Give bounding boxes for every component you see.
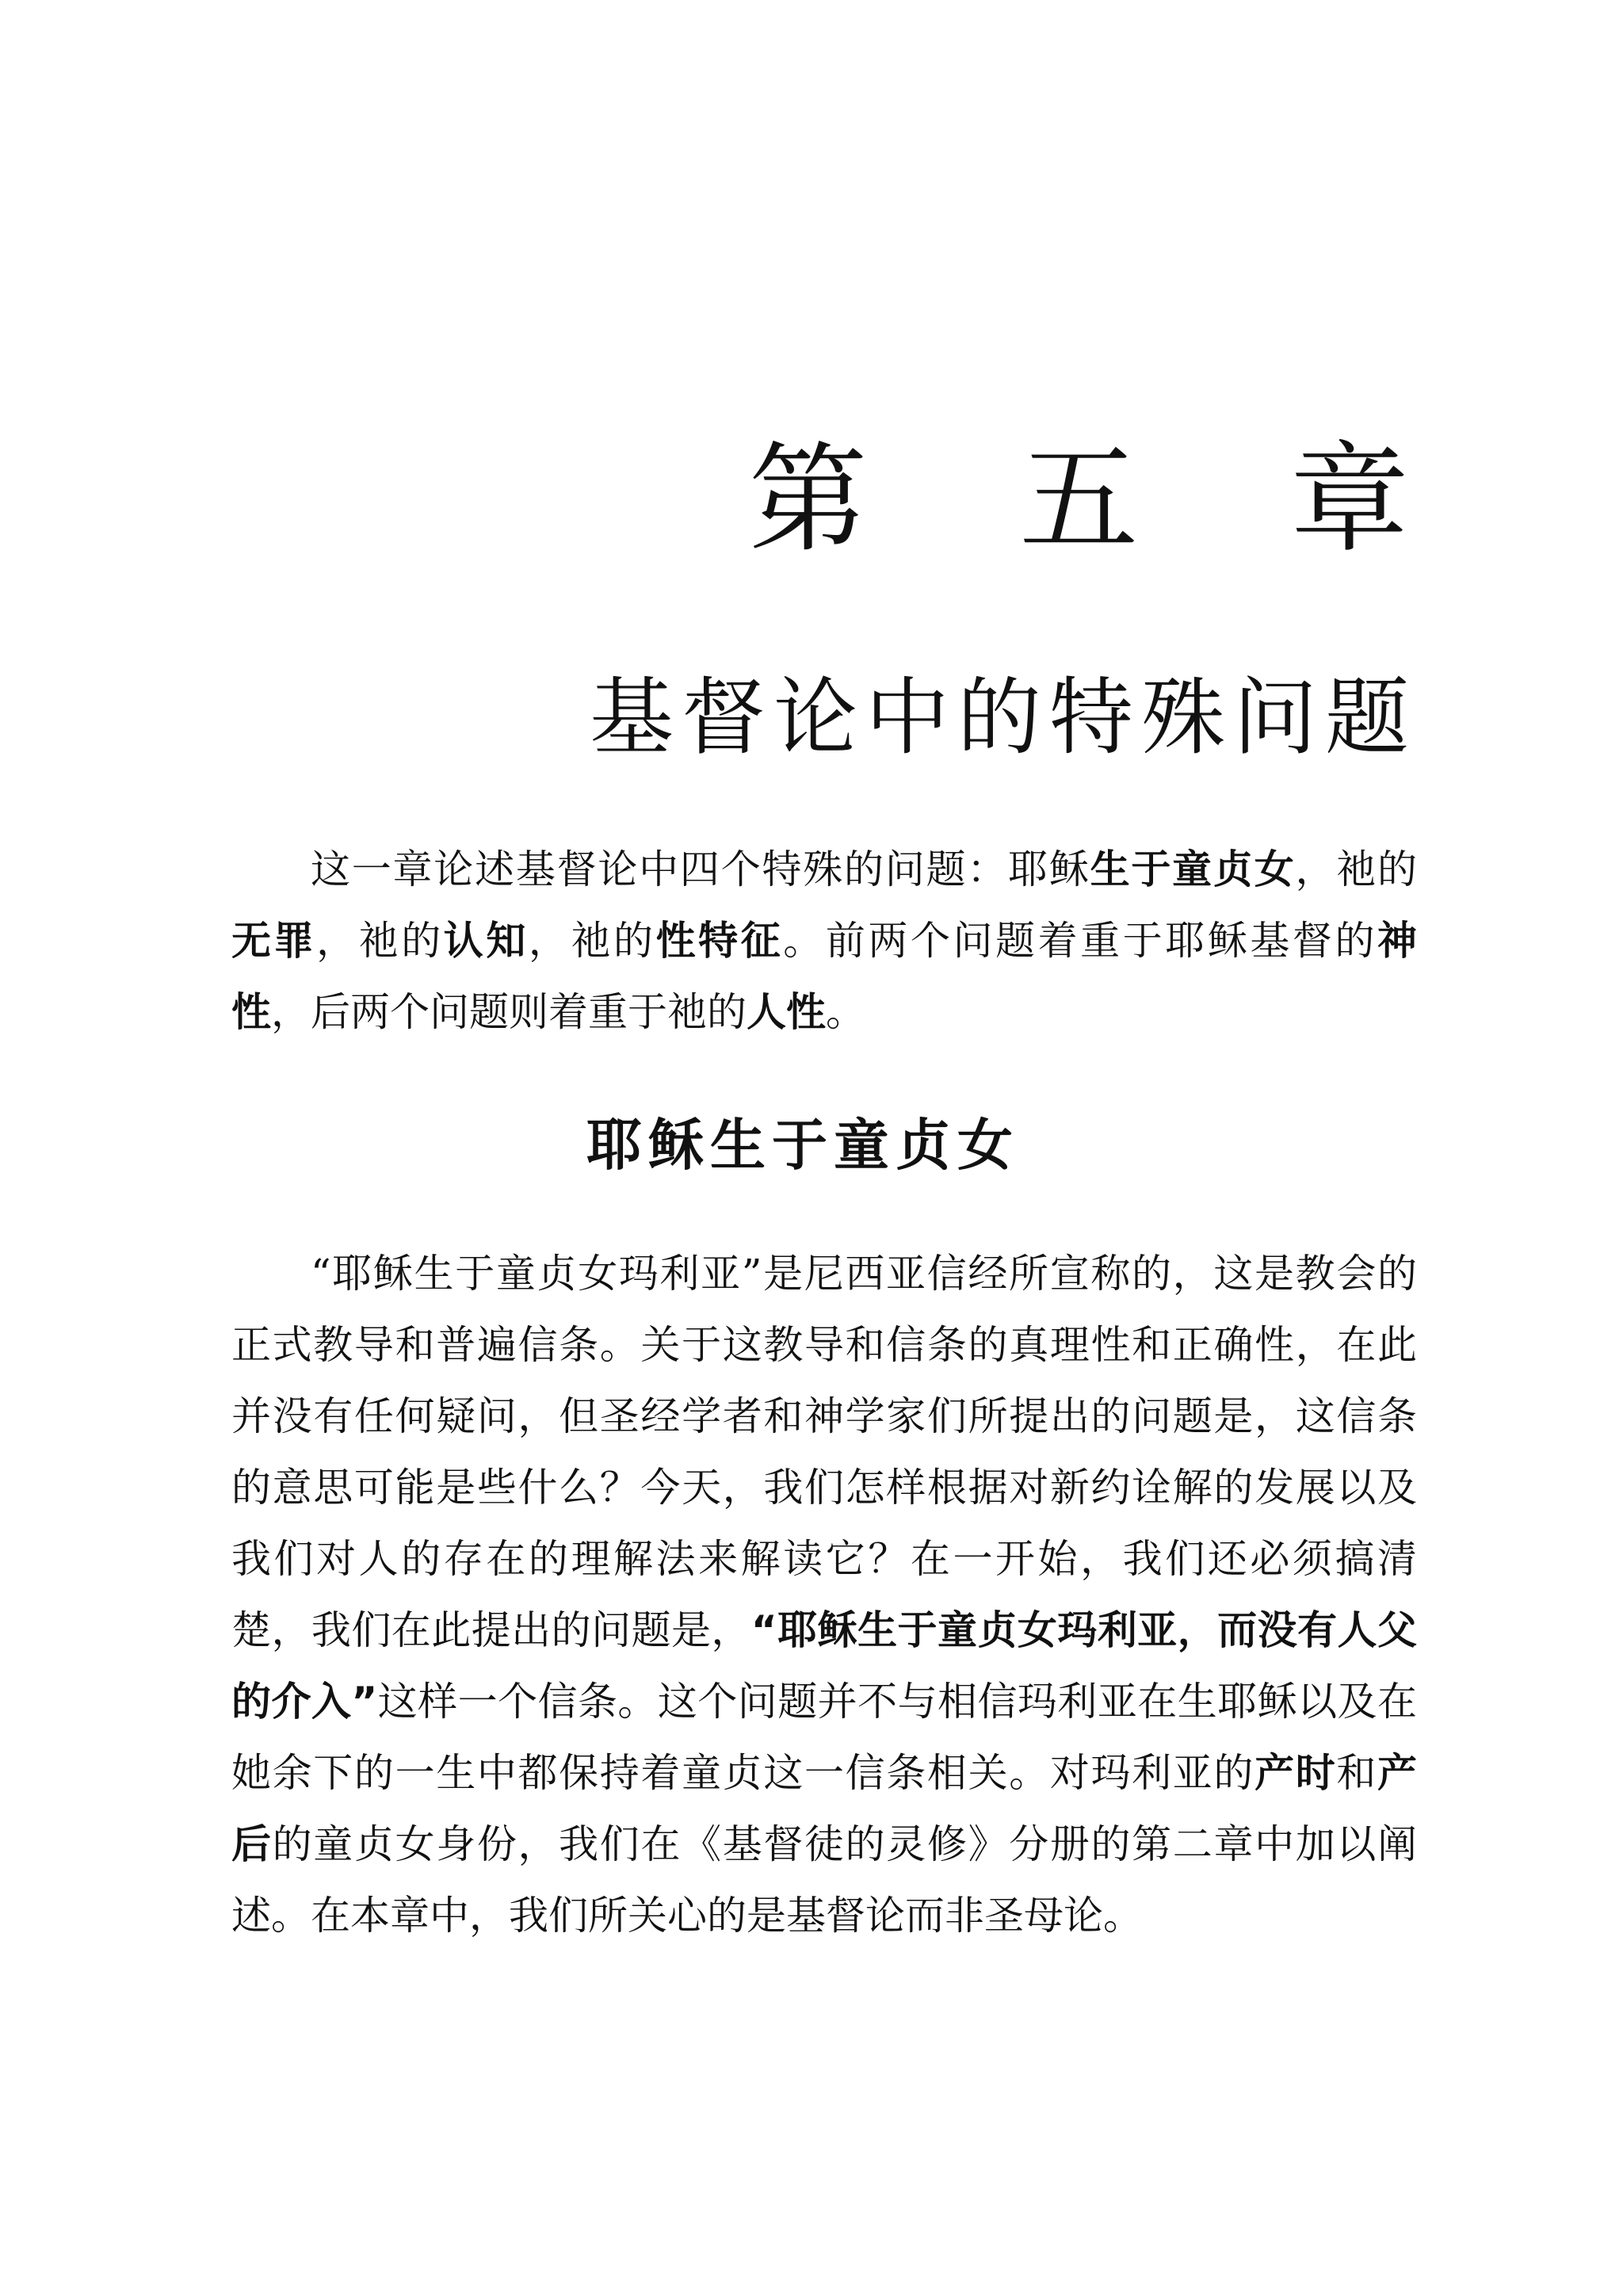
intro-bold-term: 神性 bbox=[231, 918, 1418, 1035]
main-bold-term: 产时 bbox=[1254, 1750, 1337, 1796]
intro-text: 这一章论述基督论中四个特殊的问题：耶稣 bbox=[311, 846, 1090, 892]
main-text: 这样一个信条。这个问题并不与相信玛利亚在生耶稣以及在她余下的一生中都保持着童贞这一信条相关。对玛利亚的 bbox=[231, 1679, 1418, 1796]
intro-bold-term: 生于童贞女 bbox=[1090, 846, 1296, 892]
intro-bold-term: 认知 bbox=[443, 918, 529, 964]
intro-text: 。 bbox=[826, 989, 865, 1035]
intro-text: 。前两个问题着重于耶稣基督的 bbox=[783, 918, 1378, 964]
chapter-number: 第 五 章 bbox=[748, 430, 1466, 569]
main-text: “耶稣生于童贞女玛利亚”是尼西亚信经所宣称的，这是教会的正式教导和普遍信条。关于这教导和信条的真理性和正确性，在此并没有任何疑问，但圣经学者和神学家们所提出的问题是，这信条的意思可能是些什么？今天，我们怎样根据对新约诠解的发展以及我们对人的存在的理解法来解读它？在一开始，我们还必须搞清楚，我们在此提出的问题是， bbox=[231, 1251, 1417, 1653]
main-text: 的童贞女身份，我们在《基督徒的灵修》分册的第二章中加以阐述。在本章中，我们所关心的是基督论而非圣母论。 bbox=[231, 1821, 1418, 1939]
chapter-title: 基督论中的特殊问题 bbox=[590, 668, 1417, 766]
intro-text: ，祂的 bbox=[316, 918, 444, 964]
intro-bold-term: 性特征 bbox=[655, 918, 784, 964]
main-bold-term: “耶稣生于童贞女玛利亚，而没有人父的介入” bbox=[231, 1607, 1417, 1725]
intro-text: ，后两个问题则着重于祂的 bbox=[271, 989, 747, 1035]
intro-paragraph bbox=[231, 834, 1417, 1048]
main-paragraph bbox=[231, 1238, 1417, 1951]
main-text: 和 bbox=[1336, 1750, 1378, 1796]
main-bold-term: 产后 bbox=[231, 1750, 1418, 1867]
intro-bold-term: 人性 bbox=[747, 989, 826, 1035]
intro-bold-term: 无罪 bbox=[231, 918, 317, 964]
intro-text: ，祂的 bbox=[1295, 846, 1418, 892]
intro-text: ，祂的 bbox=[528, 918, 656, 964]
section-heading: 耶稣生于童贞女 bbox=[586, 1113, 1019, 1178]
